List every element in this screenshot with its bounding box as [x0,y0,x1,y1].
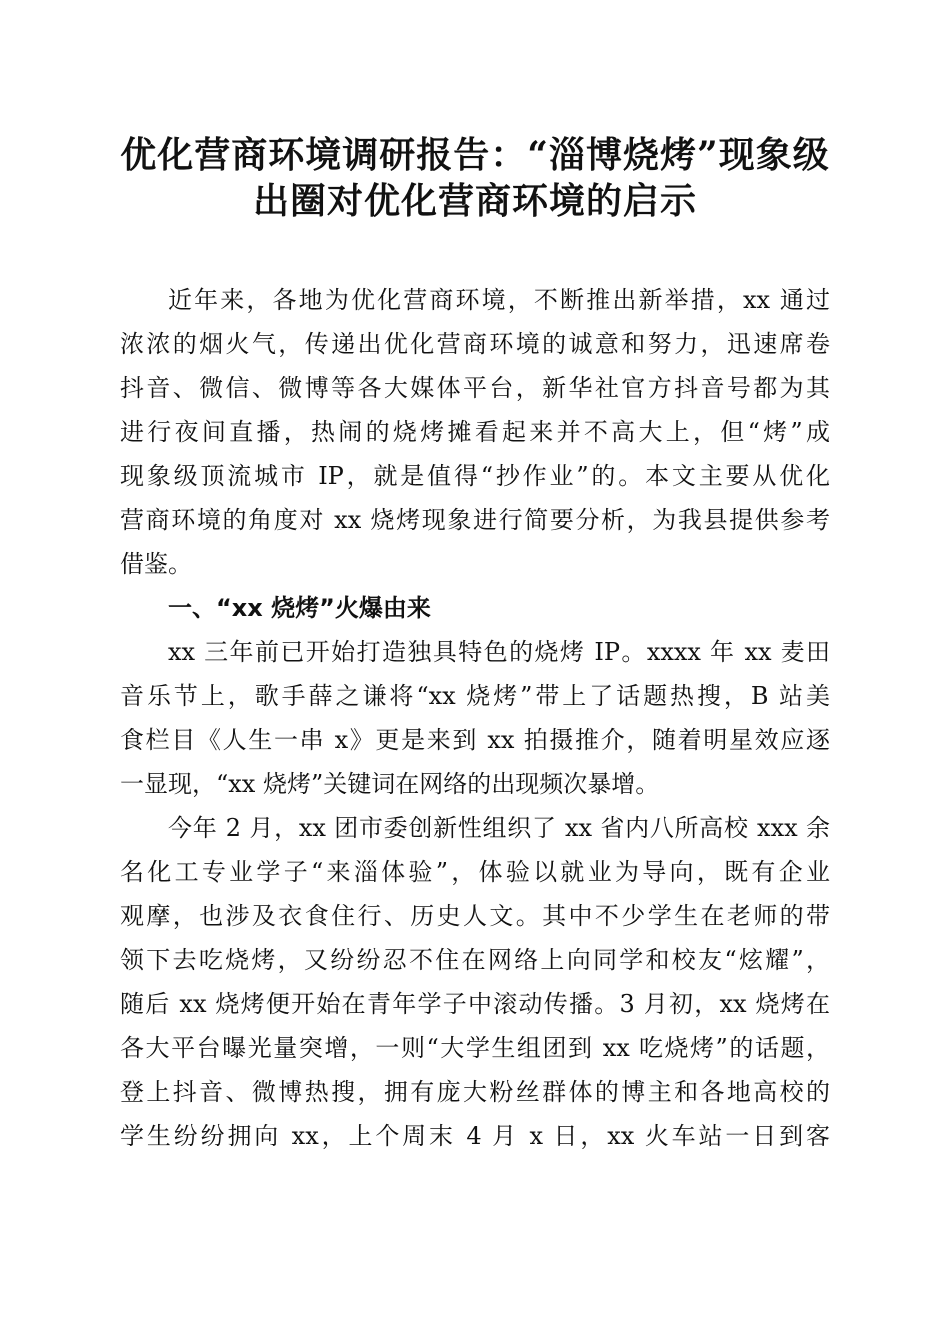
text-line: 观摩，也涉及衣食住行、历史人文。其中不少学生在老师的带 [120,902,830,930]
text-line: 进行夜间直播，热闹的烧烤摊看起来并不高大上，但“烤”成 [120,418,830,446]
text-line: 各大平台曝光量突增，一则“大学生组团到 xx 吃烧烤”的话题， [120,1034,830,1062]
paragraph-intro [120,278,830,586]
text-line: xx 三年前已开始打造独具特色的烧烤 IP。xxxx 年 xx 麦田 [168,638,830,666]
text-line: 现象级顶流城市 IP，就是值得“抄作业”的。本文主要从优化 [120,462,830,490]
text-line: 一显现，“xx 烧烤”关键词在网络的出现频次暴增。 [120,770,660,798]
document-title [100,132,850,224]
text-line: 浓浓的烟火气，传递出优化营商环境的诚意和努力，迅速席卷 [120,330,830,358]
text-line: 近年来，各地为优化营商环境，不断推出新举措，xx 通过 [168,286,830,314]
document-body [120,278,830,1158]
paragraph-origin [120,630,830,806]
title-line-1: 优化营商环境调研报告：“淄博烧烤”现象级 [120,134,830,176]
text-line: 学生纷纷拥向 xx，上个周末 4 月 x 日，xx 火车站一日到客 [120,1122,830,1150]
text-line: 抖音、微信、微博等各大媒体平台，新华社官方抖音号都为其 [120,374,830,402]
paragraph-february [120,806,830,1158]
text-line: 营商环境的角度对 xx 烧烤现象进行简要分析，为我县提供参考 [120,506,830,534]
text-line: 音乐节上，歌手薛之谦将“xx 烧烤”带上了话题热搜，B 站美 [120,682,830,710]
section-heading: 一、“xx 烧烤”火爆由来 [168,594,431,622]
title-line-2: 出圈对优化营商环境的启示 [252,180,697,222]
text-line: 名化工专业学子“来淄体验”，体验以就业为导向，既有企业 [120,858,830,886]
text-line: 领下去吃烧烤，又纷纷忍不住在网络上向同学和校友“炫耀”， [120,946,830,974]
text-line: 借鉴。 [120,550,192,578]
text-line: 登上抖音、微博热搜，拥有庞大粉丝群体的博主和各地高校的 [120,1078,830,1106]
text-line: 食栏目《人生一串 x》更是来到 xx 拍摄推介，随着明星效应逐 [120,726,830,754]
text-line: 随后 xx 烧烤便开始在青年学子中滚动传播。3 月初，xx 烧烤在 [120,990,830,1018]
text-line: 今年 2 月，xx 团市委创新性组织了 xx 省内八所高校 xxx 余 [168,814,830,842]
